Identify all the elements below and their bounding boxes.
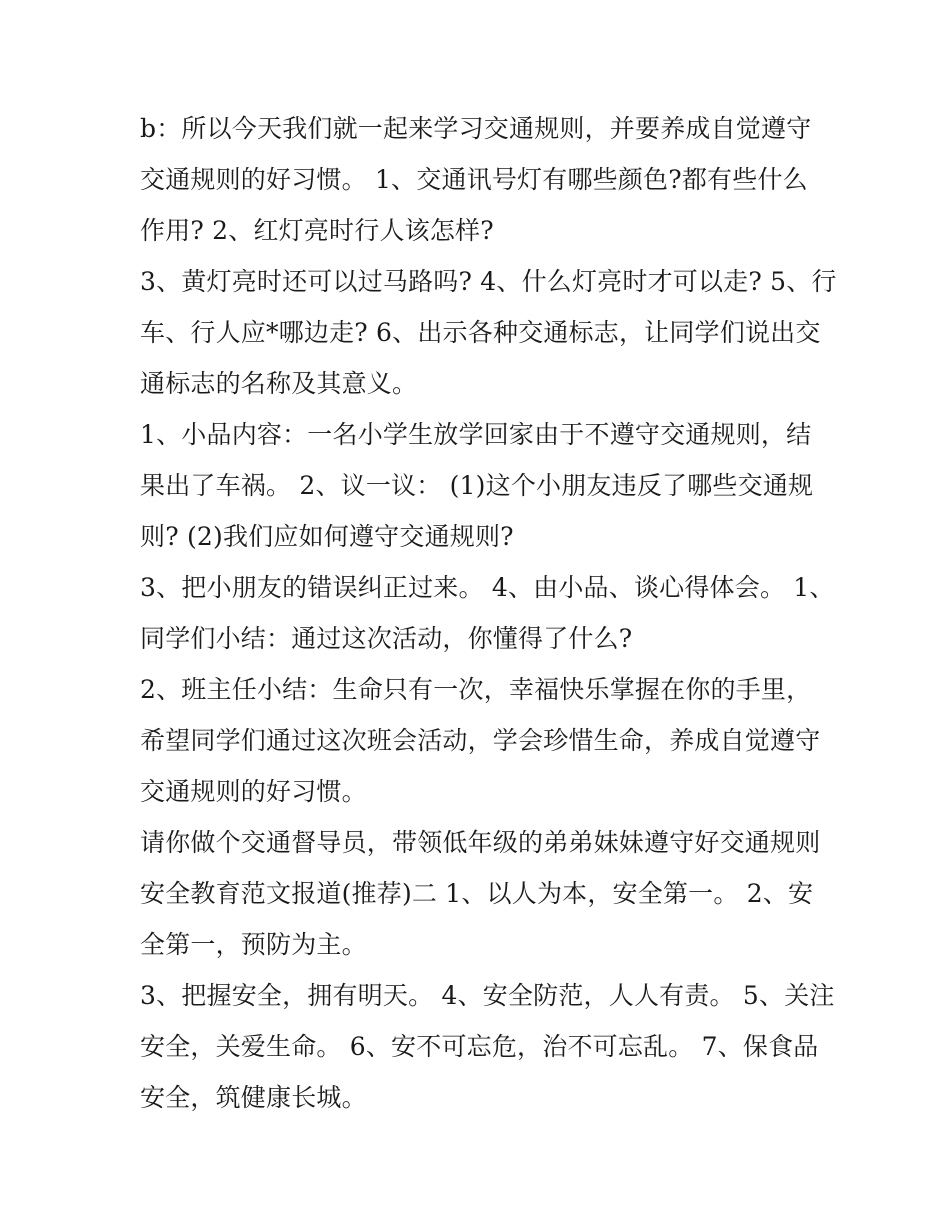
text-line: 车、行人应*哪边走? 6、出示各种交通标志，让同学们说出交 — [140, 318, 821, 347]
paragraph-correct-mistakes — [140, 562, 835, 664]
document-body — [140, 103, 837, 1123]
paragraph-skit-content — [140, 409, 820, 562]
text-line: 3、把握安全，拥有明天。 4、安全防范，人人有责。 5、关注 — [140, 981, 835, 1010]
paragraph-teacher-summary — [140, 664, 820, 817]
text-line: 作用? 2、红灯亮时行人该怎样? — [140, 216, 494, 245]
text-line: 通标志的名称及其意义。 — [140, 369, 418, 398]
text-line: 请你做个交通督导员，带领低年级的弟弟妹妹遵守好交通规则 — [140, 828, 821, 857]
text-line: 交通规则的好习惯。 — [140, 777, 367, 806]
text-line: 2、班主任小结：生命只有一次，幸福快乐掌握在你的手里， — [140, 675, 812, 704]
paragraph-safety-slogans — [140, 970, 835, 1123]
text-line: 则? (2)我们应如何遵守交通规则? — [140, 522, 514, 551]
text-line: 同学们小结：通过这次活动，你懂得了什么? — [140, 624, 633, 653]
text-line: 1、小品内容：一名小学生放学回家由于不遵守交通规则，结 — [140, 420, 812, 449]
text-line: 希望同学们通过这次班会活动，学会珍惜生命，养成自觉遵守 — [140, 726, 821, 755]
text-line: 果出了车祸。 2、议一议： (1)这个小朋友违反了哪些交通规 — [140, 471, 814, 500]
paragraph-safety-slogans-intro — [140, 817, 820, 970]
paragraph-traffic-rules-intro — [140, 103, 820, 256]
text-line: 3、黄灯亮时还可以过马路吗? 4、什么灯亮时才可以走? 5、行 — [140, 267, 837, 296]
text-line: 安全，筑健康长城。 — [140, 1083, 367, 1112]
text-line: 安全教育范文报道(推荐)二 1、以人为本，安全第一。 2、安 — [140, 879, 814, 908]
text-line: 安全，关爱生命。 6、安不可忘危，治不可忘乱。 7、保食品 — [140, 1032, 819, 1061]
paragraph-traffic-questions — [140, 256, 837, 409]
text-line: 交通规则的好习惯。 1、交通讯号灯有哪些颜色?都有些什么 — [140, 165, 808, 194]
text-line: 3、把小朋友的错误纠正过来。 4、由小品、谈心得体会。 1、 — [140, 573, 835, 602]
text-line: b：所以今天我们就一起来学习交通规则，并要养成自觉遵守 — [140, 114, 812, 143]
text-line: 全第一，预防为主。 — [140, 930, 367, 959]
